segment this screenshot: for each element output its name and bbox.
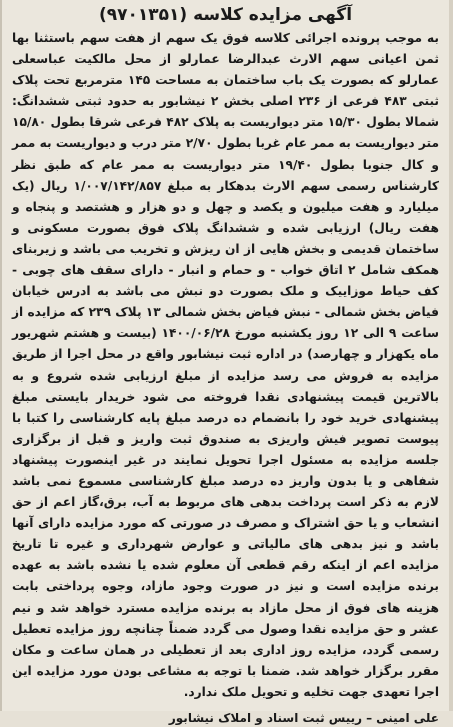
notice-body: به موجب پرونده اجرائی کلاسه فوق یک سهم از هفت سهم باستثنا بها ثمن اعیانی سهم الارث عبدالرضا عمارلو از محل مالکیت عباسعلی عمارلو که بصورت یک باب ساختمان به مساحت ۱۴۵ مترمربع تحت پلاک ثبتی ۴۸۳ فرعی از ۲۳۶ اصلی بخش ۲ نیشابور به حدود ثبتی ششدانگ: شمالا بطول ۱۵/۳۰ متر دیواریست به پلاک ۴۸۲ فرعی شرقا بطول ۱۵/۸۰ متر دیواریست به ممر عام غربا بطول ۲/۷۰ متر درب و دیواریست به ممر و کال جنوبا بطول ۱۹/۴۰ متر دیواریست به ممر عام که طبق نظر کارشناس رسمی سهم الارث بدهکار به مبلغ ۱/۰۰۷/۱۴۲/۸۵۷ ریال (یک میلیارد و هفت میلیون و یکصد و چهل و دو هزار و هشتصد و پنجاه و هفت ریال) ارزیابی شده و ششدانگ پلاک فوق بصورت مسکونی و ساختمان قدیمی و بخش هایی از ان ریزش و تخریب می باشد و زیربنای همکف شامل ۲ اتاق خواب - و حمام و انبار - دارای سقف های چوبی - کف حیاط موزاییک و ملک بصورت دو نبش می باشد به ادرس خیابان فیاض بخش شمالی - نبش فیاض بخش شمالی ۱۳ پلاک ۲۳۹ که مزایده از ساعت ۹ الی ۱۲ روز یکشنبه مورخ ۱۴۰۰/۰۶/۲۸ (بیست و هشتم شهریور ماه یکهزار و چهارصد) در اداره ثبت نیشابور واقع در محل اجرا از طریق مزایده به فروش می رسد مزایده از مبلغ ارزیابی شده شروع و به بالاترین قیمت پیشنهادی نقدا فروخته می شود خریدار بایستی مبلغ پیشنهادی خرید خود را بانضمام ده درصد مبلغ پایه کارشناسی را کتبا با پیوست تصویر فیش واریزی به صندوق ثبت واریز و قبل از برگزاری جلسه مزایده به مسئول اجرا تحویل نمایند در غیر اینصورت پیشنهاد شفاهی و یا بدون واریز ده درصد مبلغ کارشناسی مسموع نمی باشد لازم به ذکر است پرداخت بدهی های مربوط به آب، برق،گاز اعم از حق انشعاب و یا حق اشتراک و مصرف در صورتی که مورد مزایده دارای آنها باشد و نیز بدهی های مالیاتی و عوارض شهرداری و غیره تا تاریخ مزایده اعم از اینکه رقم قطعی آن معلوم شده یا نشده باشد به عهده برنده مزایده است و نیز در صورت وجود مازاد، وجوه پرداختی بابت هزینه های فوق از محل مازاد به برنده مزایده مسترد خواهد شد و نیم عشر و حق مزایده نقدا وصول می گردد ضمناً چنانچه روز مزایده تعطیل رسمی گردد، مزایده روز اداری بعد از تعطیلی در همان ساعت و مکان مقرر برگزار خواهد شد. ضمنا با توجه به مشاعی بودن مورد مزایده این اجرا تعهدی جهت تخلیه و تحویل ملک ندارد. [12, 31, 439, 699]
signature [12, 709, 439, 727]
page-edge-right [449, 0, 453, 711]
newspaper-clipping [2, 0, 449, 725]
page-edge-left [0, 0, 2, 711]
notice-title: آگهی مزایده کلاسه (۹۷۰۱۳۵۱) [98, 5, 353, 25]
signatory-title: رییس ثبت اسناد و املاک نیشابور [168, 711, 363, 725]
signatory-name: علی امینی [376, 711, 439, 725]
signature-separator: – [366, 711, 373, 725]
